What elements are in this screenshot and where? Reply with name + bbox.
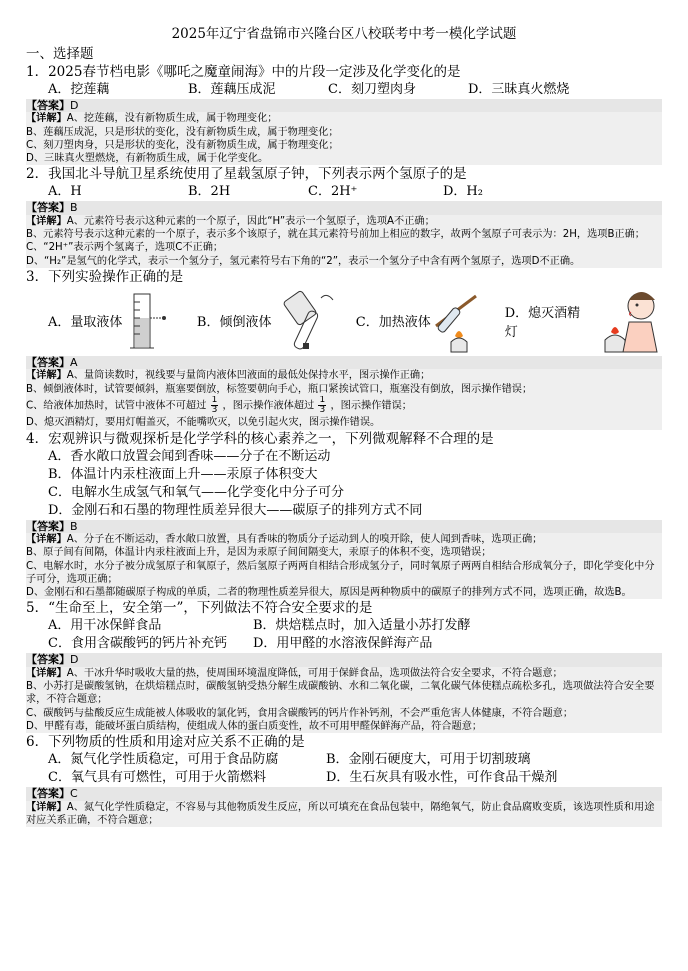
q3-detail <box>26 369 662 429</box>
question-6-options-row1 <box>26 751 662 769</box>
q1-detail-line: C、刻刀塑肉身，只是形状的变化，没有新物质生成，属于物理变化； <box>26 139 339 151</box>
q5-answer <box>26 653 662 666</box>
q2-detail-line: C、“2H⁺”表示两个氢离子，选项C不正确； <box>26 242 224 254</box>
q6-option-c[interactable]: C．氧气具有可燃性，可用于火箭燃料 <box>48 770 266 786</box>
q5-option-a[interactable]: A．用干冰保鲜食品 <box>48 618 162 634</box>
detail-label: 【详解】 <box>26 215 67 227</box>
q4-option-a[interactable]: A．香水敞口放置会闻到香味——分子在不断运动 <box>48 448 331 464</box>
q4-option-b[interactable]: B．体温计内汞柱液面上升——汞原子体积变大 <box>48 466 318 482</box>
q4-detail-line: B、原子间有间隔，体温计内汞柱液面上升，是因为汞原子间间隔变大，汞原子的体积不变，选项错误； <box>26 547 492 559</box>
q6-answer-value: C <box>70 787 78 801</box>
q6-answer <box>26 787 662 800</box>
q2-option-b[interactable]: B．2H <box>188 184 231 200</box>
q3-option-b[interactable] <box>197 288 356 354</box>
answer-label: 【答案】 <box>26 355 70 369</box>
q1-detail-line: A、挖莲藕，没有新物质生成，属于物理变化； <box>66 113 278 125</box>
question-3-options <box>26 286 662 356</box>
question-5-stem: 5．“生命至上，安全第一”，下列做法不符合安全要求的是 <box>26 600 373 617</box>
question-4-stem: 4．宏观辨识与微观探析是化学学科的核心素养之一，下列微观解释不合理的是 <box>26 430 494 447</box>
q6-detail-line: A、氮气化学性质稳定，不容易与其他物质发生反应，所以可填充在食品包装中，隔绝氧气，防止食品腐败变质，该选项性质和用途对应关系正确，不符合题意； <box>26 801 655 826</box>
q2-detail <box>26 215 662 268</box>
q3-option-a-label: A．量取液体 <box>48 315 123 331</box>
q4-detail-line: A、分子在不断运动，香水敞口放置，具有香味的物质分子运动到人的嗅开除，使人闻到香味，选项正确； <box>66 533 543 545</box>
q4-detail <box>26 533 662 599</box>
detail-label: 【详解】 <box>26 370 67 382</box>
q2-detail-line: B、元素符号表示这种元素的一个原子，表示多个该原子，就在其元素符号前加上相应的数字，故两个氢原子可表示为：2H，选项B正确； <box>26 229 645 241</box>
q4-detail-line: D、金刚石和石墨都随碳原子构成的单质，二者的物理性质差异很大，原因是两种物质中的碳原子的排列方式不同，选项正确，故选B。 <box>26 587 632 599</box>
question-1-stem: 1．2025春节档电影《哪吒之魔童闹海》中的片段一定涉及化学变化的是 <box>26 64 461 80</box>
q5-detail <box>26 667 662 733</box>
q2-detail-line: A、元素符号表示这种元素的一个原子，因此“H”表示一个氢原子，选项A不正确； <box>66 215 435 227</box>
q5-option-b[interactable]: B．烘焙糕点时，加入适量小苏打发酵 <box>253 618 471 634</box>
graduated-cylinder-icon <box>122 290 166 352</box>
question-6-stem: 6．下列物质的性质和用途对应关系不正确的是 <box>26 734 305 751</box>
q6-option-a[interactable]: A．氮气化学性质稳定，可用于食品防腐 <box>48 752 279 768</box>
section-heading: 一、选择题 <box>26 46 94 62</box>
q1-option-b[interactable]: B．莲藕压成泥 <box>188 82 276 97</box>
detail-label: 【详解】 <box>26 113 67 125</box>
q1-answer-value: D <box>70 99 79 112</box>
blowing-out-lamp-icon <box>593 288 663 354</box>
q4-option-d[interactable]: D．金刚石和石墨的物理性质差异很大——碳原子的排列方式不同 <box>48 502 423 518</box>
q1-option-a[interactable]: A．挖莲藕 <box>48 82 110 97</box>
q3-detail-line: A、量筒读数时，视线要与量筒内液体凹液面的最低处保持水平，图示操作正确； <box>66 370 431 382</box>
q1-answer <box>26 99 662 112</box>
q2-option-d[interactable]: D．H₂ <box>443 184 483 200</box>
one-third-fraction: $\frac{1}{3}$ <box>211 395 218 415</box>
q1-detail-line: D、三昧真火塑燃烧，有新物质生成，属于化学变化。 <box>26 153 269 165</box>
q3-option-d[interactable] <box>505 288 662 354</box>
pouring-liquid-icon <box>271 288 341 354</box>
question-2-stem: 2．我国北斗导航卫星系统使用了星载氢原子钟，下列表示两个氢原子的是 <box>26 166 467 183</box>
answer-label: 【答案】 <box>26 99 70 112</box>
question-2-options <box>26 183 662 201</box>
q1-detail <box>26 112 662 165</box>
q2-option-c[interactable]: C．2H⁺ <box>308 184 358 200</box>
q1-option-d[interactable]: D．三昧真火燃烧 <box>468 82 570 97</box>
q5-answer-value: D <box>70 653 79 667</box>
q1-detail-line: B、莲藕压成泥，只是形状的变化，没有新物质生成，属于物理变化； <box>26 126 339 138</box>
q4-detail-line: C、电解水时，水分子被分成氢原子和氧原子，然后氢原子两两自相结合形成氢分子，同时氧原子两两自相结合形成氧分子，即化学变化中分子可分，选项正确； <box>26 560 655 585</box>
detail-label: 【详解】 <box>26 801 67 813</box>
answer-label: 【答案】 <box>26 787 70 801</box>
q5-detail-line: D、甲醛有毒，能破坏蛋白质结构，使组成人体的蛋白质变性，故不可用甲醛保鲜海产品，符合题意； <box>26 720 483 732</box>
q3-option-d-label: D．熄灭酒精灯 <box>504 305 581 340</box>
q3-option-c-label: C．加热液体 <box>355 315 431 331</box>
question-6-options-row2 <box>26 769 662 787</box>
question-1-options <box>26 81 662 99</box>
q6-option-b[interactable]: B．金刚石硬度大，可用于切割玻璃 <box>326 752 531 768</box>
question-5-options-row2 <box>26 635 662 653</box>
q6-detail <box>26 801 662 828</box>
q5-detail-line: C、碳酸钙与盐酸反应生成能被人体吸收的氯化钙，食用含碳酸钙的钙片作补钙剂，不会严重危害人体健康，不符合题意； <box>26 707 574 719</box>
answer-label: 【答案】 <box>26 653 70 667</box>
question-5-options-row1 <box>26 617 662 635</box>
q6-option-d[interactable]: D．生石灰具有吸水性，可作食品干燥剂 <box>326 770 558 786</box>
answer-label: 【答案】 <box>26 201 70 215</box>
q2-answer <box>26 201 662 214</box>
q3-detail-line: B、倾倒液体时，试管要倾斜，瓶塞要倒放，标签要朝向手心，瓶口紧挨试管口，瓶塞没有倒放，图示操作错误； <box>26 383 533 395</box>
q3-option-c[interactable] <box>356 288 505 354</box>
q3-answer <box>26 356 662 369</box>
q4-option-c[interactable]: C．电解水生成氢气和氧气——化学变化中分子可分 <box>48 484 344 500</box>
q2-answer-value: B <box>70 201 78 215</box>
detail-label: 【详解】 <box>26 667 67 679</box>
q2-detail-line: D、“H₂”是氢气的化学式，表示一个氢分子，氢元素符号右下角的“2”，表示一个氢分子中含有两个氢原子，选项D不正确。 <box>26 255 581 267</box>
one-third-fraction: $\frac{1}{3}$ <box>319 395 326 415</box>
q5-option-c[interactable]: C．食用含碳酸钙的钙片补充钙 <box>48 636 227 652</box>
q5-detail-line: B、小苏打是碳酸氢钠，在烘焙糕点时，碳酸氢钠受热分解生成碳酸钠、水和二氧化碳，二氧化碳气体使糕点疏松多孔，选项做法符合安全要求，不符合题意； <box>26 681 655 706</box>
heating-liquid-icon <box>431 288 491 354</box>
q2-option-a[interactable]: A．H <box>48 184 82 200</box>
q5-option-d[interactable]: D．用甲醛的水溶液保鲜海产品 <box>253 636 433 652</box>
q3-option-a[interactable] <box>48 290 197 352</box>
question-3-stem: 3．下列实验操作正确的是 <box>26 268 184 285</box>
q3-answer-value: A <box>70 355 78 369</box>
q4-answer <box>26 520 662 533</box>
q5-detail-line: A、干冰升华时吸收大量的热，使周围环境温度降低，可用于保鲜食品，选项做法符合安全要求，不符合题意； <box>66 667 563 679</box>
q3-option-b-label: B．倾倒液体 <box>196 315 272 331</box>
q3-detail-line-fraction: C、给液体加热时，试管中液体不可超过 $\frac{1}{3}$ ，图示操作液体超过 $\frac{1}{3}$ ，图示操作错误； <box>26 395 412 415</box>
q1-option-c[interactable]: C．刻刀塑肉身 <box>328 82 416 97</box>
answer-label: 【答案】 <box>26 519 70 533</box>
detail-label: 【详解】 <box>26 533 67 545</box>
page-title: 2025年辽宁省盘锦市兴隆台区八校联考中考一模化学试题 <box>171 26 517 42</box>
q4-answer-value: B <box>70 519 78 533</box>
q3-detail-line: D、熄灭酒精灯，要用灯帽盖灭，不能嘴吹灭，以免引起火灾，图示操作错误。 <box>26 417 381 429</box>
